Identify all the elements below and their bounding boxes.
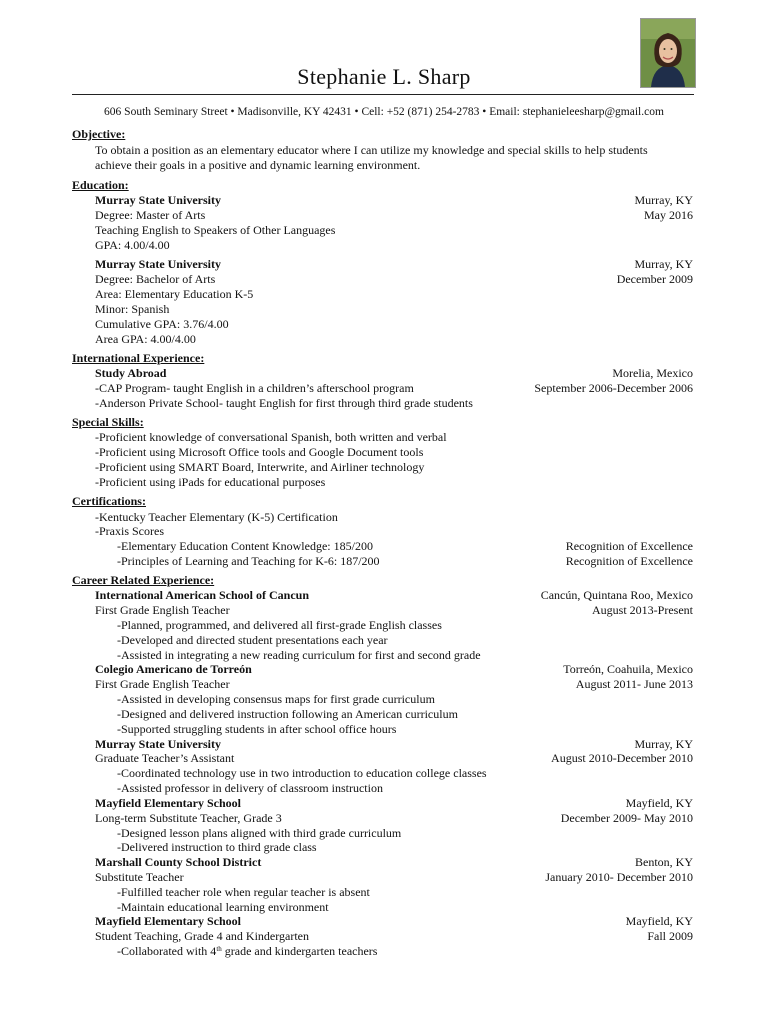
bachelors-location: Murray, KY [634,257,693,271]
career-heading: Career Related Experience: [72,573,215,587]
objective-heading: Objective: [72,127,126,141]
job5-duty: -Fulfilled teacher role when regular teacher is absent [117,885,370,899]
job3-location: Murray, KY [634,737,693,751]
study-abroad-location: Morelia, Mexico [612,366,693,380]
objective-text-line1: To obtain a position as an elementary educator where I can utilize my knowledge and special skills to help students [95,143,648,157]
job2-duty: -Assisted in developing consensus maps for first grade curriculum [117,692,435,706]
job4-date: December 2009- May 2010 [560,811,693,825]
job1-date: August 2013-Present [592,603,693,617]
job4-location: Mayfield, KY [625,796,693,810]
praxis-score1: -Elementary Education Content Knowledge: 185/200 [117,539,373,553]
job2-duty: -Supported struggling students in after school office hours [117,722,397,736]
job6-location: Mayfield, KY [625,914,693,928]
bachelors-degree: Degree: Bachelor of Arts [95,272,216,286]
job1-employer: International American School of Cancun [95,588,310,602]
job5-employer: Marshall County School District [95,855,262,869]
job2-title: First Grade English Teacher [95,677,230,691]
job5-date: January 2010- December 2010 [545,870,693,884]
job2-employer: Colegio Americano de Torreón [95,662,252,676]
job6-duty-prefix: -Collaborated with 4 [117,944,217,958]
job6-duty-suffix: grade and kindergarten teachers [221,944,378,958]
job3-title: Graduate Teacher’s Assistant [95,751,235,765]
job2-date: August 2011- June 2013 [575,677,693,691]
job5-location: Benton, KY [635,855,693,869]
job3-duty: -Coordinated technology use in two introduction to education college classes [117,766,487,780]
job1-location: Cancún, Quintana Roo, Mexico [540,588,693,602]
job3-date: August 2010-December 2010 [551,751,693,765]
skill-item: -Proficient using Microsoft Office tools and Google Document tools [95,445,424,459]
masters-date: May 2016 [644,208,693,222]
job4-title: Long-term Substitute Teacher, Grade 3 [95,811,282,825]
job1-duty: -Assisted in integrating a new reading curriculum for first and second grade [117,648,481,662]
contact-line: 606 South Seminary Street • Madisonville, KY 42431 • Cell: +52 (871) 254-2783 • Email: stephanieleesharp@gmail.com [104,106,664,118]
job6-employer: Mayfield Elementary School [95,914,241,928]
masters-location: Murray, KY [634,193,693,207]
job3-employer: Murray State University [95,737,221,751]
job4-employer: Mayfield Elementary School [95,796,241,810]
objective-text-line2: achieve their goals in a positive and dynamic learning environment. [95,158,421,172]
international-heading: International Experience: [72,351,205,365]
job5-duty: -Maintain educational learning environment [117,900,329,914]
ordinal-suffix: th [216,945,222,953]
job6-duty [117,944,377,959]
skill-item: -Proficient using iPads for educational purposes [95,475,326,489]
bachelors-cumulative-gpa: Cumulative GPA: 3.76/4.00 [95,317,229,331]
praxis-score2: -Principles of Learning and Teaching for K-6: 187/200 [117,554,380,568]
job4-duty: -Designed lesson plans aligned with third grade curriculum [117,826,402,840]
job2-location: Torreón, Coahuila, Mexico [563,662,693,676]
study-abroad-item2: -Anderson Private School- taught English for first through third grade students [95,396,473,410]
job1-duty: -Developed and directed student presentations each year [117,633,388,647]
job2-duty: -Designed and delivered instruction following an American curriculum [117,707,458,721]
certification-item2: -Praxis Scores [95,524,164,538]
certification-item1: -Kentucky Teacher Elementary (K-5) Certification [95,510,338,524]
skill-item: -Proficient knowledge of conversational Spanish, both written and verbal [95,430,447,444]
bachelors-minor: Minor: Spanish [95,302,170,316]
bachelors-area: Area: Elementary Education K-5 [95,287,254,301]
study-abroad-date: September 2006-December 2006 [534,381,693,395]
certifications-heading: Certifications: [72,494,146,508]
job1-duty: -Planned, programmed, and delivered all first-grade English classes [117,618,442,632]
job3-duty: -Assisted professor in delivery of classroom instruction [117,781,383,795]
header-divider [72,94,694,95]
job6-date: Fall 2009 [647,929,693,943]
praxis-recognition2: Recognition of Excellence [565,554,693,568]
bachelors-area-gpa: Area GPA: 4.00/4.00 [95,332,196,346]
job6-title: Student Teaching, Grade 4 and Kindergarten [95,929,309,943]
candidate-name: Stephanie L. Sharp [297,64,471,89]
job5-title: Substitute Teacher [95,870,184,884]
masters-degree: Degree: Master of Arts [95,208,206,222]
study-abroad-title: Study Abroad [95,366,167,380]
bachelors-date: December 2009 [616,272,693,286]
skill-item: -Proficient using SMART Board, Interwrite, and Airliner technology [95,460,425,474]
masters-school: Murray State University [95,193,221,207]
study-abroad-item1: -CAP Program- taught English in a children’s afterschool program [95,381,414,395]
praxis-recognition1: Recognition of Excellence [565,539,693,553]
bachelors-school: Murray State University [95,257,221,271]
education-heading: Education: [72,178,129,192]
job4-duty: -Delivered instruction to third grade class [117,840,317,854]
job1-title: First Grade English Teacher [95,603,230,617]
masters-gpa: GPA: 4.00/4.00 [95,238,170,252]
masters-program: Teaching English to Speakers of Other Languages [95,223,336,237]
skills-heading: Special Skills: [72,415,144,429]
